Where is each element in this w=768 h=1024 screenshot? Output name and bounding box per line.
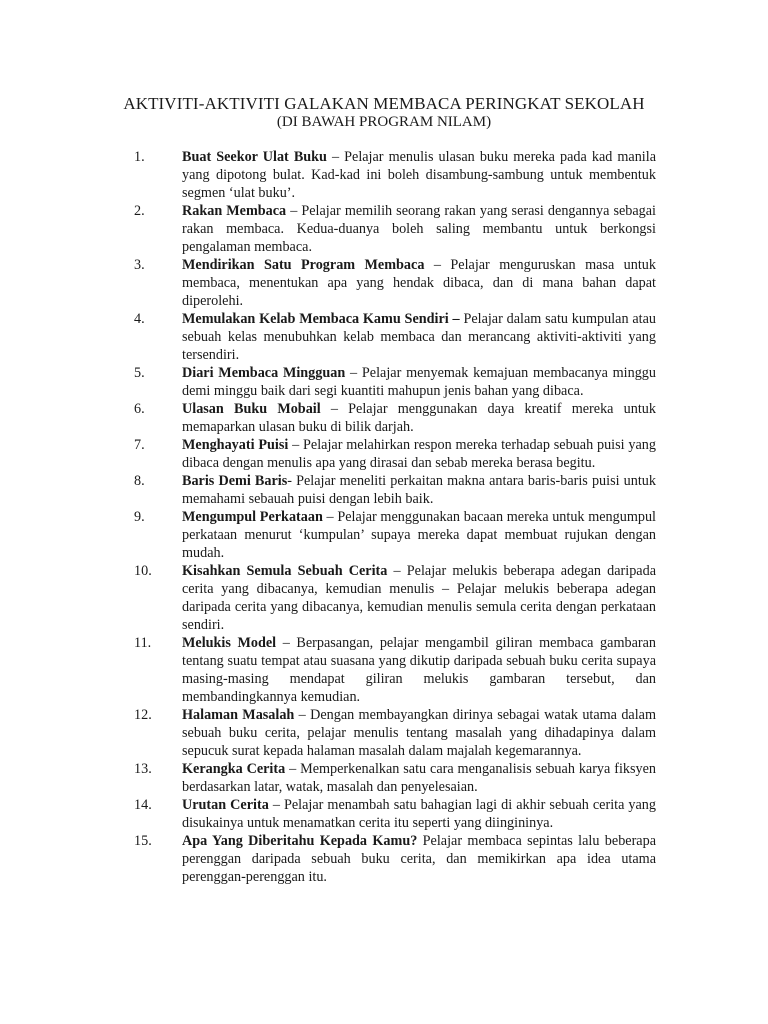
item-term: Urutan Cerita	[182, 797, 269, 813]
item-text: – Pelajar menggunakan bacaan mereka untuk mengumpul perkataan menurut ‘kumpulan’ supaya mereka dapat membuat rujukan dengan mudah.	[182, 509, 656, 561]
item-number: 5.	[134, 365, 145, 381]
list-item	[0, 634, 768, 706]
item-term: Mendirikan Satu Program Membaca	[182, 257, 425, 273]
item-text: – Pelajar menambah satu bahagian lagi di akhir sebuah cerita yang disukainya untuk menamatkan cerita itu seperti yang diingininya.	[182, 797, 656, 831]
item-body	[182, 400, 656, 436]
list-item	[0, 760, 768, 796]
item-body	[182, 760, 656, 796]
list-item	[0, 148, 768, 202]
list-item	[0, 706, 768, 760]
item-term: Kerangka Cerita	[182, 761, 286, 777]
list-item	[0, 310, 768, 364]
item-text: – Pelajar memilih seorang rakan yang serasi dengannya sebagai rakan membaca. Kedua-duanya boleh saling membantu untuk berkongsi pengalaman membaca.	[182, 203, 656, 255]
list-item	[0, 472, 768, 508]
item-number: 6.	[134, 401, 145, 417]
item-term: Diari Membaca Mingguan	[182, 365, 346, 381]
item-term: Kisahkan Semula Sebuah Cerita	[182, 563, 388, 579]
item-text: – Pelajar menggunakan daya kreatif mereka untuk memaparkan ulasan buku di bilik darjah.	[182, 401, 656, 435]
item-term: Halaman Masalah	[182, 707, 295, 723]
list-item	[0, 562, 768, 634]
item-number: 12.	[134, 707, 152, 723]
item-term: Baris Demi Baris	[182, 473, 288, 489]
item-number: 8.	[134, 473, 145, 489]
item-text: – Pelajar melahirkan respon mereka terhadap sebuah puisi yang dibaca dengan menulis apa yang dirasai dan sebab mereka berasa begitu.	[182, 437, 656, 471]
item-number: 11.	[134, 635, 152, 651]
item-term: Ulasan Buku Mobail	[182, 401, 321, 417]
item-text: - Pelajar meneliti perkaitan makna antara baris-baris puisi untuk memahami sebauah puisi dengan lebih baik.	[182, 473, 656, 507]
item-text: – Pelajar menyemak kemajuan membacanya minggu demi minggu baik dari segi kuantiti mahupun jenis bahan yang dibaca.	[182, 365, 656, 399]
item-body	[182, 508, 656, 562]
item-term: Apa Yang Diberitahu Kepada Kamu?	[182, 833, 418, 849]
item-term: Mengumpul Perkataan	[182, 509, 323, 525]
item-body	[182, 436, 656, 472]
list-item	[0, 364, 768, 400]
item-body	[182, 706, 656, 760]
activity-list	[0, 148, 768, 886]
document-title: AKTIVITI-AKTIVITI GALAKAN MEMBACA PERINGKAT SEKOLAH	[123, 94, 645, 113]
list-item	[0, 202, 768, 256]
item-number: 4.	[134, 311, 145, 327]
document-subtitle: (DI BAWAH PROGRAM NILAM)	[276, 114, 492, 130]
list-item	[0, 832, 768, 886]
item-text: Pelajar dalam satu kumpulan atau sebuah kelas menubuhkan kelab membaca dan merancang aktiviti-aktiviti yang tersendiri.	[182, 311, 656, 363]
item-number: 1.	[134, 149, 145, 165]
item-number: 14.	[134, 797, 152, 813]
item-text: – Dengan membayangkan dirinya sebagai watak utama dalam sebuah buku cerita, pelajar menulis tentang masalah yang dihadapinya dalam sepucuk surat kepada halaman masalah dalam majalah kegemarannya.	[182, 707, 656, 759]
item-term: Rakan Membaca	[182, 203, 287, 219]
item-body	[182, 832, 656, 886]
item-term: Melukis Model	[182, 635, 277, 651]
item-text: – Memperkenalkan satu cara menganalisis sebuah karya fiksyen berdasarkan latar, watak, masalah dan penyelesaian.	[182, 761, 656, 795]
item-body	[182, 310, 656, 364]
item-body	[182, 634, 656, 706]
item-body	[182, 202, 656, 256]
item-body	[182, 796, 656, 832]
item-number: 10.	[134, 563, 152, 579]
item-text: – Berpasangan, pelajar mengambil giliran membaca gambaran tentang suatu tempat atau suasana yang dikutip daripada sebuah buku cerita supaya masing-masing mendapat giliran melukis gambaran tersebut, dan membandingkannya kemudian.	[182, 635, 656, 705]
item-text: Pelajar membaca sepintas lalu beberapa perenggan daripada sebuah buku cerita, dan memikirkan apa idea utama perenggan-perenggan itu.	[182, 833, 656, 885]
list-item	[0, 400, 768, 436]
item-term: Menghayati Puisi	[182, 437, 289, 453]
list-item	[0, 796, 768, 832]
list-item	[0, 256, 768, 310]
item-number: 15.	[134, 833, 152, 849]
item-number: 13.	[134, 761, 152, 777]
list-item	[0, 436, 768, 472]
item-term: Memulakan Kelab Membaca Kamu Sendiri –	[182, 311, 460, 327]
item-body	[182, 256, 656, 310]
list-item	[0, 508, 768, 562]
item-text: – Pelajar menguruskan masa untuk membaca, menentukan apa yang hendak dibaca, dan di mana bahan dapat diperolehi.	[182, 257, 656, 309]
item-number: 7.	[134, 437, 145, 453]
item-body	[182, 472, 656, 508]
item-number: 9.	[134, 509, 145, 525]
item-body	[182, 364, 656, 400]
item-number: 2.	[134, 203, 145, 219]
item-text: – Pelajar menulis ulasan buku mereka pada kad manila yang dipotong bulat. Kad-kad ini boleh disambung-sambung untuk membentuk segmen ‘ulat buku’.	[182, 149, 656, 201]
item-body	[182, 562, 656, 634]
item-number: 3.	[134, 257, 145, 273]
item-term: Buat Seekor Ulat Buku	[182, 149, 327, 165]
item-body	[182, 148, 656, 202]
item-text: – Pelajar melukis beberapa adegan daripada cerita yang dibacanya, kemudian menulis – Pelajar melukis beberapa adegan daripada cerita yang dibacanya, kemudian menulis semula cerita dengan perkataan sendiri.	[182, 563, 656, 633]
